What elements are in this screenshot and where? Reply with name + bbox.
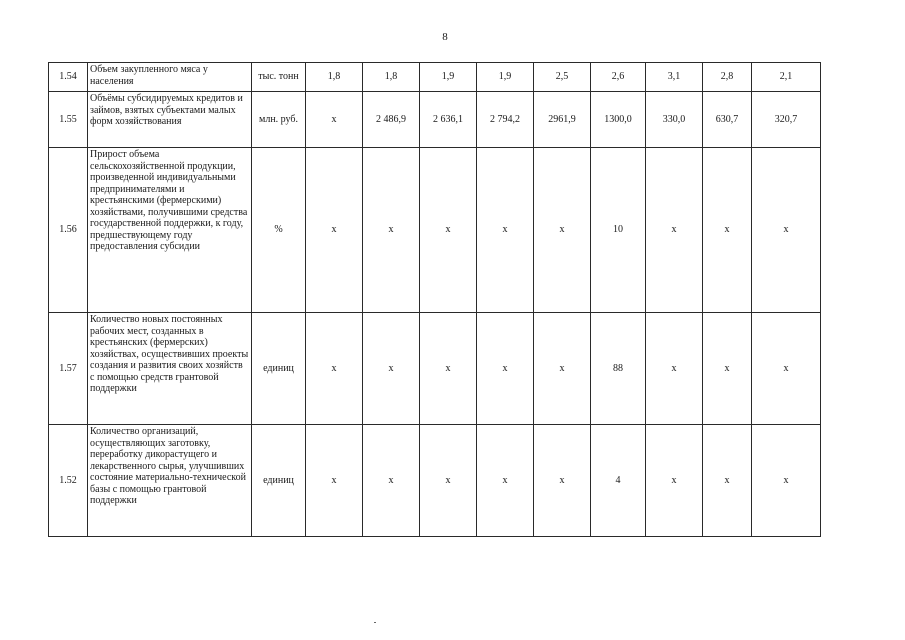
value-cell: 630,7: [703, 92, 752, 148]
table-row: [49, 425, 821, 537]
value-cell: 1,8: [306, 63, 363, 92]
value-cell: x: [306, 92, 363, 148]
unit-cell: млн. руб.: [252, 92, 306, 148]
value-cell: x: [306, 425, 363, 537]
value-cell: 2,6: [591, 63, 646, 92]
value-cell: x: [420, 425, 477, 537]
value-cell: x: [534, 148, 591, 313]
row-number: 1.57: [49, 313, 88, 425]
value-cell: x: [703, 425, 752, 537]
value-cell: x: [703, 148, 752, 313]
value-cell: x: [306, 313, 363, 425]
indicator-name: Количество организаций, осуществляющих заготовку, переработку дикорастущего и лекарственного сырья, улучшивших состояние материально-технической базы с помощью грантовой поддержки: [88, 425, 252, 537]
scan-speck: [374, 622, 376, 623]
value-cell: 4: [591, 425, 646, 537]
value-cell: 2 794,2: [477, 92, 534, 148]
page-number: 8: [442, 31, 448, 43]
unit-cell: единиц: [252, 313, 306, 425]
value-cell: 1,9: [477, 63, 534, 92]
value-cell: x: [306, 148, 363, 313]
value-cell: 1,8: [363, 63, 420, 92]
value-cell: 2961,9: [534, 92, 591, 148]
row-number: 1.56: [49, 148, 88, 313]
value-cell: 2,5: [534, 63, 591, 92]
indicator-name: Объем закупленного мяса у населения: [88, 63, 252, 92]
row-number: 1.54: [49, 63, 88, 92]
row-number: 1.55: [49, 92, 88, 148]
value-cell: 3,1: [646, 63, 703, 92]
table-row: [49, 63, 821, 92]
indicators-table: [48, 62, 821, 537]
value-cell: x: [752, 148, 821, 313]
value-cell: x: [646, 313, 703, 425]
value-cell: x: [363, 148, 420, 313]
value-cell: x: [646, 148, 703, 313]
table-row: [49, 92, 821, 148]
value-cell: x: [363, 425, 420, 537]
value-cell: x: [752, 313, 821, 425]
indicator-name: Объёмы субсидируемых кредитов и займов, взятых субъектами малых форм хозяйствования: [88, 92, 252, 148]
value-cell: x: [363, 313, 420, 425]
indicator-name: Прирост объема сельскохозяйственной продукции, произведенной индивидуальными предпринимателями и крестьянскими (фермерскими) хозяйствами, получившими средства государственной поддержки, к году, предшествующему году предоставления субсидии: [88, 148, 252, 313]
value-cell: 1,9: [420, 63, 477, 92]
unit-cell: единиц: [252, 425, 306, 537]
value-cell: 330,0: [646, 92, 703, 148]
value-cell: 2,8: [703, 63, 752, 92]
value-cell: 88: [591, 313, 646, 425]
value-cell: x: [703, 313, 752, 425]
value-cell: x: [752, 425, 821, 537]
value-cell: x: [477, 425, 534, 537]
value-cell: 2,1: [752, 63, 821, 92]
value-cell: 2 636,1: [420, 92, 477, 148]
value-cell: 10: [591, 148, 646, 313]
row-number: 1.52: [49, 425, 88, 537]
value-cell: 320,7: [752, 92, 821, 148]
table-row: [49, 313, 821, 425]
value-cell: x: [534, 313, 591, 425]
indicator-name: Количество новых постоянных рабочих мест, созданных в крестьянских (фермерских) хозяйствах, осуществивших проекты создания и развития своих хозяйств с помощью средств грантовой поддержки: [88, 313, 252, 425]
value-cell: 2 486,9: [363, 92, 420, 148]
value-cell: x: [477, 148, 534, 313]
unit-cell: %: [252, 148, 306, 313]
value-cell: 1300,0: [591, 92, 646, 148]
value-cell: x: [646, 425, 703, 537]
value-cell: x: [420, 313, 477, 425]
value-cell: x: [534, 425, 591, 537]
value-cell: x: [420, 148, 477, 313]
unit-cell: тыс. тонн: [252, 63, 306, 92]
table-row: [49, 148, 821, 313]
value-cell: x: [477, 313, 534, 425]
